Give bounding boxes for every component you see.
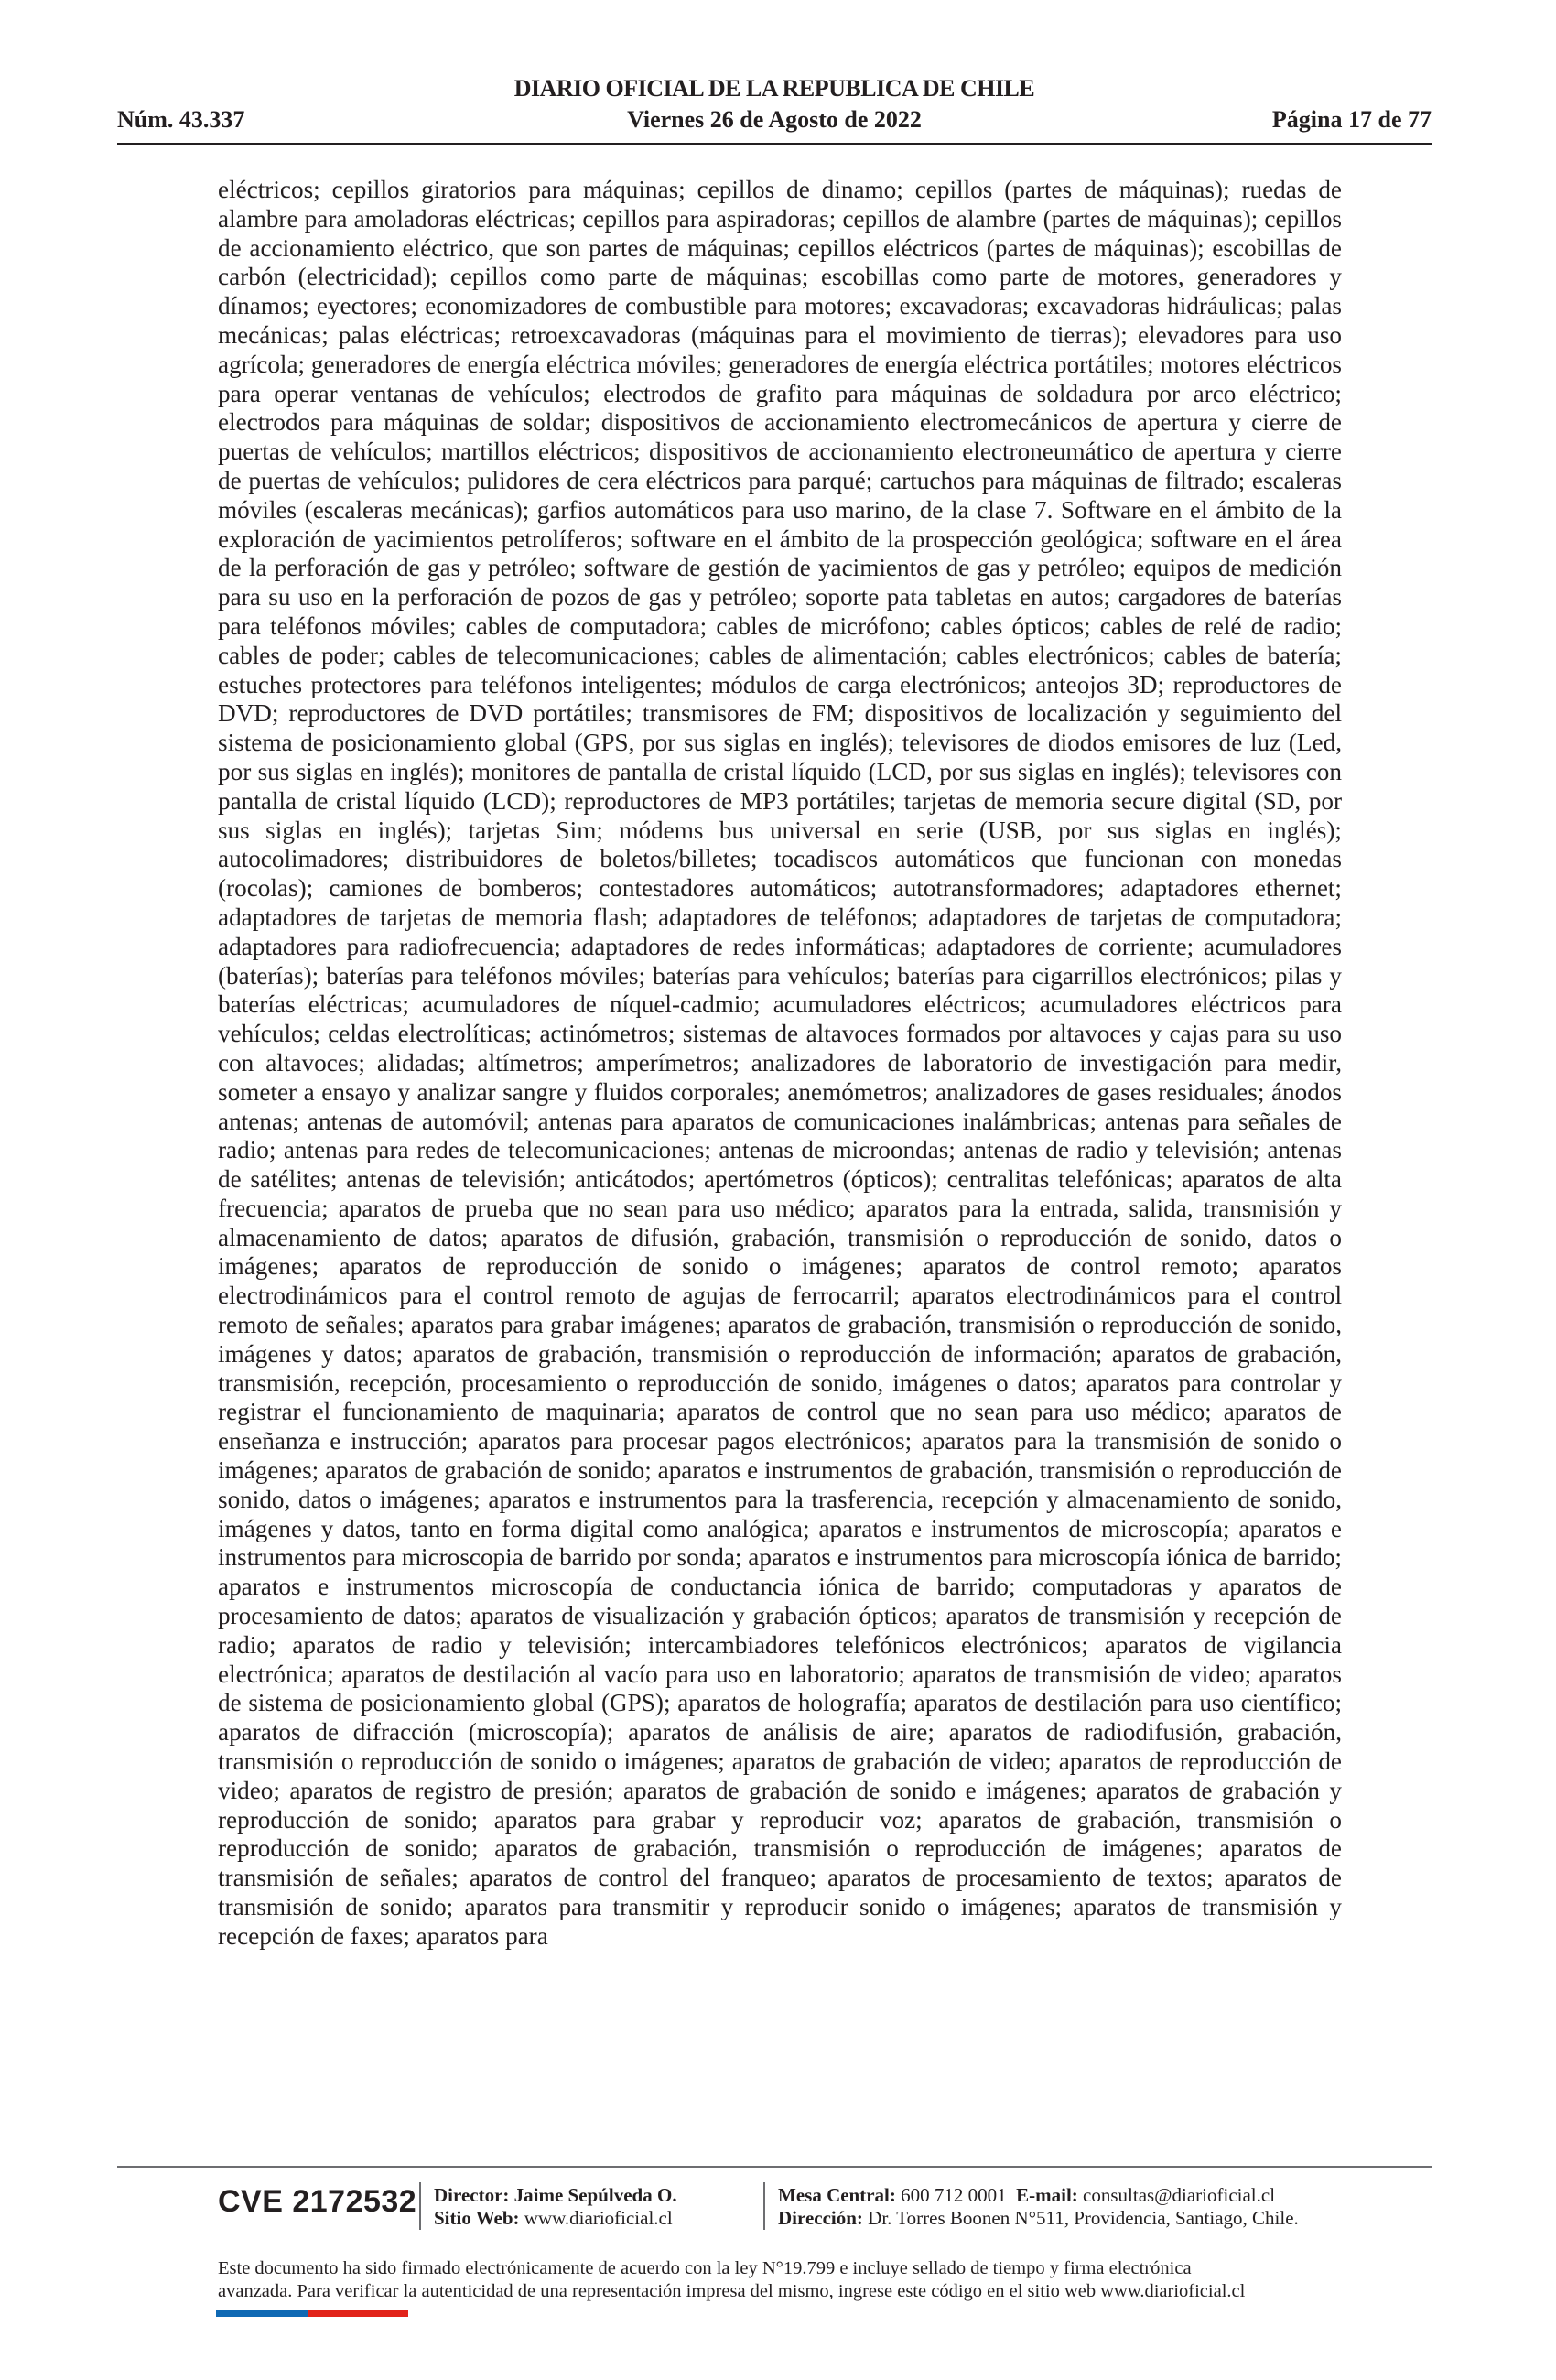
director-name: Jaime Sepúlveda O. <box>513 2184 677 2206</box>
address-value: Dr. Torres Boonen N°511, Providencia, Santiago, Chile. <box>868 2207 1299 2229</box>
legal-line: Este documento ha sido firmado electrónicamente de acuerdo con la ley N°19.799 e incluye sellado de tiempo y firma electrónica <box>218 2258 1192 2278</box>
mesa-label: Mesa Central: <box>778 2184 896 2206</box>
footer-separator <box>419 2182 421 2230</box>
newspaper-title: DIARIO OFICIAL DE LA REPUBLICA DE CHILE <box>513 75 1035 102</box>
footer-divider <box>117 2166 1432 2168</box>
director-label: Director: <box>434 2184 510 2206</box>
legal-line: avanzada. Para verificar la autenticidad de una representación impresa del mismo, ingrese este código en el sitio web www.diarioficial.cl <box>218 2281 1246 2301</box>
email-label: E-mail: <box>1016 2184 1078 2206</box>
address-label: Dirección: <box>778 2207 863 2229</box>
mesa-phone: 600 712 0001 <box>901 2184 1007 2206</box>
contact-block <box>778 2184 1299 2230</box>
legal-notice <box>218 2257 1353 2303</box>
website-label: Sitio Web: <box>434 2207 520 2229</box>
stripe-red-segment <box>308 2310 408 2317</box>
issue-number: Núm. 43.337 <box>117 106 245 133</box>
email-link[interactable]: consultas@diarioficial.cl <box>1083 2184 1276 2206</box>
flag-stripe <box>216 2310 408 2317</box>
page-number: Página 17 de 77 <box>1271 106 1432 133</box>
footer-separator <box>763 2182 765 2230</box>
website-link[interactable]: www.diarioficial.cl <box>524 2207 673 2229</box>
director-block <box>434 2184 677 2230</box>
cve-code: CVE 2172532 <box>218 2184 417 2219</box>
issue-date: Viernes 26 de Agosto de 2022 <box>627 106 922 133</box>
header-divider <box>117 143 1432 145</box>
stripe-blue-segment <box>216 2310 308 2317</box>
body-paragraph: eléctricos; cepillos giratorios para máquinas; cepillos de dinamo; cepillos (partes de máquinas); ruedas de alambre para amoladoras eléctricas; cepillos para aspiradoras; cepillos de alambre (partes de máquinas); cepillos de accionamiento eléctrico, que son partes de máquinas; cepillos eléctricos (partes de máquinas); escobillas de carbón (electricidad); cepillos como parte de máquinas; escobillas como parte de motores, generadores y dínamos; eyectores; economizadores de combustible para motores; excavadoras; excavadoras hidráulicas; palas mecánicas; palas eléctricas; retroexcavadoras (máquinas para el movimiento de tierras); elevadores para uso agrícola; generadores de energía eléctrica móviles; generadores de energía eléctrica portátiles; motores eléctricos para operar ventanas de vehículos; electrodos de grafito para máquinas de soldadura por arco eléctrico; electrodos para máquinas de soldar; dispositivos de accionamiento electromecánicos de apertura y cierre de puertas de vehículos; martillos eléctricos; dispositivos de accionamiento electroneumático de apertura y cierre de puertas de vehículos; pulidores de cera eléctricos para parqué; cartuchos para máquinas de filtrado; escaleras móviles (escaleras mecánicas); garfios automáticos para uso marino, de la clase 7. Software en el ámbito de la exploración de yacimientos petrolíferos; software en el ámbito de la prospección geológica; software en el área de la perforación de gas y petróleo; software de gestión de yacimientos de gas y petróleo; equipos de medición para su uso en la perforación de pozos de gas y petróleo; soporte pata tabletas en autos; cargadores de baterías para teléfonos móviles; cables de computadora; cables de micrófono; cables ópticos; cables de relé de radio; cables de poder; cables de telecomunicaciones; cables de alimentación; cables electrónicos; cables de batería; estuches protectores para teléfonos inteligentes; módulos de carga electrónicos; anteojos 3D; reproductores de DVD; reproductores de DVD portátiles; transmisores de FM; dispositivos de localización y seguimiento del sistema de posicionamiento global (GPS, por sus siglas en inglés); televisores de diodos emisores de luz (Led, por sus siglas en inglés); monitores de pantalla de cristal líquido (LCD, por sus siglas en inglés); televisores con pantalla de cristal líquido (LCD); reproductores de MP3 portátiles; tarjetas de memoria secure digital (SD, por sus siglas en inglés); tarjetas Sim; módems bus universal en serie (USB, por sus siglas en inglés); autocolimadores; distribuidores de boletos/billetes; tocadiscos automáticos que funcionan con monedas (rocolas); camiones de bomberos; contestadores automáticos; autotransformadores; adaptadores ethernet; adaptadores de tarjetas de memoria flash; adaptadores de teléfonos; adaptadores de tarjetas de computadora; adaptadores para radiofrecuencia; adaptadores de redes informáticas; adaptadores de corriente; acumuladores (baterías); baterías para teléfonos móviles; baterías para vehículos; baterías para cigarrillos electrónicos; pilas y baterías eléctricas; acumuladores de níquel-cadmio; acumuladores eléctricos; acumuladores eléctricos para vehículos; celdas electrolíticas; actinómetros; sistemas de altavoces formados por altavoces y cajas para su uso con altavoces; alidadas; altímetros; amperímetros; analizadores de laboratorio de investigación para medir, someter a ensayo y analizar sangre y fluidos corporales; anemómetros; analizadores de gases residuales; ánodos antenas; antenas de automóvil; antenas para aparatos de comunicaciones inalámbricas; antenas para señales de radio; antenas para redes de telecomunicaciones; antenas de microondas; antenas de radio y televisión; antenas de satélites; antenas de televisión; anticátodos; apertómetros (ópticos); centralitas telefónicas; aparatos de alta frecuencia; aparatos de prueba que no sean para uso médico; aparatos para la entrada, salida, transmisión y almacenamiento de datos; aparatos de difusión, grabación, transmisión o reproducción de sonido, datos o imágenes; aparatos de reproducción de sonido o imágenes; aparatos de control remoto; aparatos electrodinámicos para el control remoto de agujas de ferrocarril; aparatos electrodinámicos para el control remoto de señales; aparatos para grabar imágenes; aparatos de grabación, transmisión o reproducción de sonido, imágenes y datos; aparatos de grabación, transmisión o reproducción de información; aparatos de grabación, transmisión, recepción, procesamiento o reproducción de sonido, imágenes o datos; aparatos para controlar y registrar el funcionamiento de maquinaria; aparatos de control que no sean para uso médico; aparatos de enseñanza e instrucción; aparatos para procesar pagos electrónicos; aparatos para la transmisión de sonido o imágenes; aparatos de grabación de sonido; aparatos e instrumentos de grabación, transmisión o reproducción de sonido, datos o imágenes; aparatos e instrumentos para la trasferencia, recepción y almacenamiento de sonido, imágenes y datos, tanto en forma digital como analógica; aparatos e instrumentos de microscopía; aparatos e instrumentos para microscopia de barrido por sonda; aparatos e instrumentos para microscopía iónica de barrido; aparatos e instrumentos microscopía de conductancia iónica de barrido; computadoras y aparatos de procesamiento de datos; aparatos de visualización y grabación ópticos; aparatos de transmisión y recepción de radio; aparatos de radio y televisión; intercambiadores telefónicos electrónicos; aparatos de vigilancia electrónica; aparatos de destilación al vacío para uso en laboratorio; aparatos de transmisión de video; aparatos de sistema de posicionamiento global (GPS); aparatos de holografía; aparatos de destilación para uso científico; aparatos de difracción (microscopía); aparatos de análisis de aire; aparatos de radiodifusión, grabación, transmisión o reproducción de sonido o imágenes; aparatos de grabación de video; aparatos de reproducción de video; aparatos de registro de presión; aparatos de grabación de sonido e imágenes; aparatos de grabación y reproducción de sonido; aparatos para grabar y reproducir voz; aparatos de grabación, transmisión o reproducción de sonido; aparatos de grabación, transmisión o reproducción de imágenes; aparatos de transmisión de señales; aparatos de control del franqueo; aparatos de procesamiento de textos; aparatos de transmisión de sonido; aparatos para transmitir y reproducir sonido o imágenes; aparatos de transmisión y recepción de faxes; aparatos para <box>218 176 1342 1950</box>
page-header <box>117 75 1432 139</box>
